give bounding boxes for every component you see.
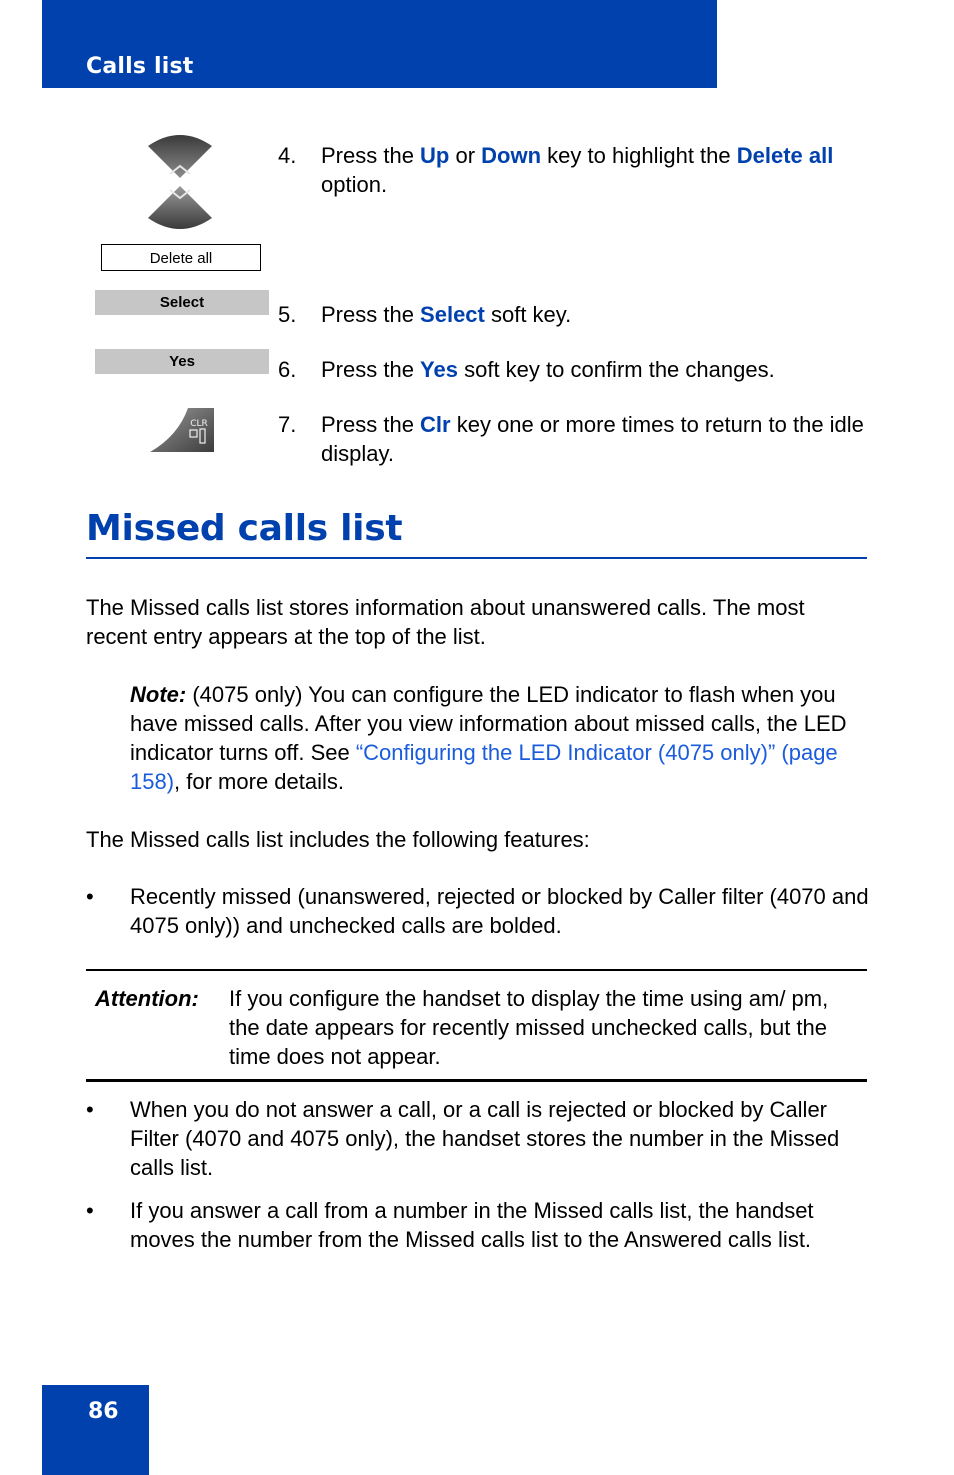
- step-number: 5.: [278, 302, 297, 327]
- softkey-delete-all: Delete all: [101, 244, 261, 271]
- keyword-yes: Yes: [420, 357, 458, 382]
- keyword-down: Down: [481, 143, 542, 168]
- note-paragraph: Note: (4075 only) You can configure the LED indicator to flash when you have missed calls. After you view information about missed calls, the LED indicator turns off. See “Configuring the LED Indicator (4075 only)” (page 158), for more details.: [130, 682, 847, 794]
- list-item-text: If you answer a call from a number in the Missed calls list, the handset moves the number from the Missed calls list to the Answered calls list.: [130, 1198, 814, 1252]
- page-number-box: [42, 1385, 149, 1475]
- list-item: [86, 882, 871, 940]
- intro-paragraph: The Missed calls list stores information about unanswered calls. The most recent entry appears at the top of the list.: [86, 595, 805, 649]
- step-text: Press the Select soft key.: [321, 302, 572, 327]
- step-6: [278, 355, 868, 384]
- keyword-select: Select: [420, 302, 485, 327]
- section-title: Missed calls list: [86, 508, 403, 549]
- clr-key-label: CLR: [190, 419, 208, 429]
- step-5: [278, 300, 868, 329]
- softkey-yes: Yes: [95, 349, 269, 374]
- list-item-text: When you do not answer a call, or a call is rejected or blocked by Caller Filter (4070 and 4075 only), the handset stores the number in the Missed calls list.: [130, 1097, 840, 1180]
- note-label: Note:: [130, 682, 187, 707]
- keyword-delete-all: Delete all: [736, 143, 834, 168]
- step-4: [278, 141, 868, 199]
- features-intro: The Missed calls list includes the following features:: [86, 827, 590, 852]
- softkey-select: Select: [95, 290, 269, 315]
- step-number: 4.: [278, 143, 297, 168]
- step-text: Press the Clr key one or more times to return to the idle display.: [321, 412, 864, 466]
- step-text: Press the Up or Down key to highlight the Delete all option.: [321, 143, 834, 197]
- bullet-dot: •: [86, 1198, 94, 1223]
- list-item: [86, 1196, 871, 1254]
- list-item: [86, 1095, 871, 1182]
- clr-key-icon: [150, 406, 216, 454]
- attention-rule-bottom: [86, 1079, 867, 1082]
- list-item-text: Recently missed (unanswered, rejected or blocked by Caller filter (4070 and 4075 only)) and unchecked calls are bolded.: [130, 884, 869, 938]
- page-number: 86: [88, 1399, 119, 1424]
- keyword-up: Up: [420, 143, 450, 168]
- up-down-navigation-key-icon: [144, 130, 216, 234]
- header-bar: [42, 0, 717, 88]
- attention-text: If you configure the handset to display the time using am/ pm, the date appears for recently missed unchecked calls, but the time does not appear.: [229, 986, 829, 1069]
- step-7: [278, 410, 868, 468]
- step-text: Press the Yes soft key to confirm the changes.: [321, 357, 775, 382]
- bullet-dot: •: [86, 884, 94, 909]
- keyword-clr: Clr: [420, 412, 451, 437]
- attention-label: Attention:: [95, 986, 199, 1011]
- attention-rule-top: [86, 969, 867, 971]
- step-number: 6.: [278, 357, 297, 382]
- step-number: 7.: [278, 412, 297, 437]
- bullet-dot: •: [86, 1097, 94, 1122]
- section-divider: [86, 557, 867, 559]
- cross-reference-link[interactable]: “Configuring the LED Indicator (4075 only)” (page 158): [130, 740, 838, 794]
- header-title: Calls list: [86, 54, 194, 79]
